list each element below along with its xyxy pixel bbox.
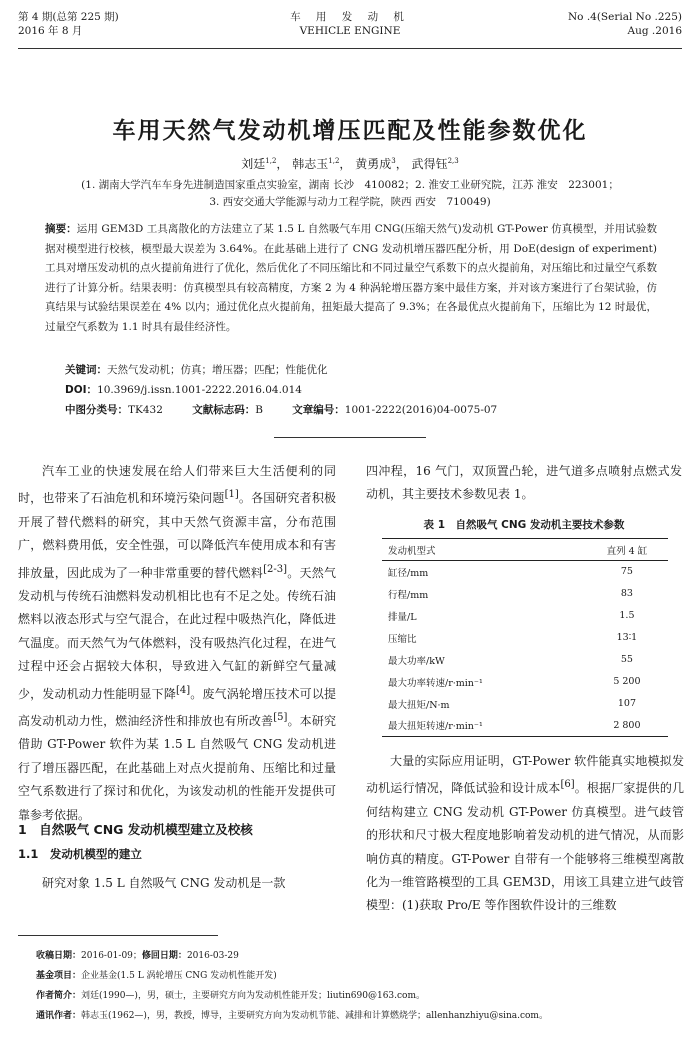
table-cell: 75 (620, 566, 633, 578)
table-cell: 2 800 (613, 719, 641, 731)
keywords (65, 362, 328, 377)
table-header-row (382, 539, 668, 561)
affiliation-line-2: 3. 西安交通大学能源与动力工程学院，陕西 西安 710049) (209, 196, 491, 208)
doi (65, 382, 302, 397)
corresponding-label: 通讯作者： (36, 1011, 82, 1021)
revised-date: 2016-03-29 (186, 951, 239, 961)
right-column-top (366, 460, 682, 507)
received-date: 2016-01-09； (81, 951, 142, 961)
keywords-label: 关键词： (65, 364, 107, 376)
method-column (18, 872, 336, 895)
table-cell: 最大功率转速/r·min⁻¹ (388, 677, 483, 689)
author-bio-label: 作者简介： (36, 991, 82, 1001)
author-name: 刘廷 (241, 157, 266, 171)
doc-code-value: B (255, 404, 263, 416)
table-cell: 13∶1 (616, 632, 638, 643)
corresponding-text: 韩志玉(1962—)，男，教授，博导，主要研究方向为发动机节能、减排和计算燃烧学；allenhanzhiyu@sina.com。 (81, 1011, 548, 1021)
body-paragraph: 四冲程，16 气门，双顶置凸轮，进气道多点喷射点燃式发动机，其主要技术参数见表 1。 (366, 464, 682, 502)
keywords-text: 天然气发动机；仿真；增压器；匹配；性能优化 (107, 364, 328, 376)
table-row (382, 649, 668, 671)
citation-ref: [4] (175, 684, 191, 696)
doc-code-label: 文献标志码： (192, 404, 256, 416)
author-affiliation-mark: 3 (391, 157, 396, 165)
section-heading-1-1: 1.1 发动机模型的建立 (18, 847, 142, 861)
citation-ref: [2-3] (263, 563, 287, 575)
table-cell: 行程/mm (388, 589, 429, 601)
author-list: 刘廷$^{1,2}$， 韩志玉$^{1,2}$， 黄勇成$^3$， 武得钰$^{2,3}$ (241, 157, 459, 171)
footnote-author (36, 988, 425, 1001)
footnote-divider (18, 935, 218, 936)
fund-label: 基金项目： (36, 971, 82, 981)
citation-ref: [6] (560, 779, 575, 791)
clc-label: 中图分类号： (65, 404, 128, 416)
body-paragraph: 大量的实际应用证明，GT-Power 软件能真实地模拟发动机运行情况，降低试验和设计成本[6]。根据厂家提供的几何结构建立 CNG 发动机 GT-Power 仿真模型。进气歧管的形状和尺寸极大程度地影响着发动机的进气情况，从而影响仿真的精度。GT-Power 自带有一个能够将三维模型离散化为一维管路模型的工具 GEM3D，用该工具建立进气歧管模型：(1)获取 Pro/E 等作图软件设计的三维数 (366, 754, 684, 913)
body-paragraph: 研究对象 1.5 L 自然吸气 CNG 发动机是一款 (42, 876, 286, 890)
author-bio-text: 刘廷(1990—)，男，硕士，主要研究方向为发动机性能开发；liutin690@163.com。 (81, 991, 425, 1001)
author-affiliation-mark: 1,2 (328, 157, 340, 165)
doi-label: DOI： (65, 384, 98, 396)
received-label: 收稿日期： (36, 951, 82, 961)
table-cell: 最大功率/kW (388, 655, 445, 667)
table-row (382, 583, 668, 605)
article-number-value: 1001-2222(2016)04-0075-07 (344, 404, 498, 416)
section-heading-1: 1 自然吸气 CNG 发动机模型建立及校核 (18, 822, 253, 837)
doi-value: 10.3969/j.issn.1001-2222.2016.04.014 (97, 384, 302, 396)
issue-number: 第 4 期(总第 225 期) (18, 11, 119, 23)
abstract (45, 220, 657, 337)
footnote-dates (36, 948, 239, 961)
affiliation-line-1: (1. 湖南大学汽车车身先进制造国家重点实验室，湖南 长沙 410082；2. 淮安工业研究院，江苏 淮安 223001； (81, 179, 619, 191)
table-row (382, 693, 668, 715)
citation-ref: [5] (273, 712, 288, 724)
header-divider (18, 48, 682, 49)
table-cell: 107 (617, 698, 636, 709)
table-row (382, 671, 668, 693)
paper-title: 车用天然气发动机增压匹配及性能参数优化 (112, 118, 588, 144)
classification-info (65, 402, 497, 417)
table-cell: 5 200 (613, 676, 641, 687)
journal-name-en: VEHICLE ENGINE (299, 25, 401, 37)
abstract-text: 运用 GEM3D 工具离散化的方法建立了某 1.5 L 自然吸气车用 CNG(压缩天然气)发动机 GT-Power 仿真模型，并用试验数据对模型进行校核，模型最大误差为 3.64%。在此基础上进行了 CNG 发动机增压器匹配分析，用 DoE(design of experiment)工具对增压发动机的点火提前角进行了优化，然后优化了不同压缩比和不同过量空气系数下的点火提前角，对压缩比和过量空气系数进行了计算分析。结果表明：仿真模型具有较高精度，方案 2 为 4 种涡轮增压器方案中最佳方案，并对该方案进行了台架试验，仿真结果与试验结果误差在 4% 以内；通过优化点火提前角，扭矩最大提高了 9.3%；在各最优点火提前角下，压缩比为 12 时最优，过量空气系数为 1.1 时具有最佳经济性。 (45, 223, 658, 333)
article-number-label: 文章编号： (292, 404, 345, 416)
table-cell: 55 (620, 654, 633, 665)
issue-date-en: Aug .2016 (627, 25, 682, 37)
issue-info-en (568, 10, 682, 38)
table-row (382, 605, 668, 627)
author-name: 黄勇成 (355, 157, 392, 171)
revised-label: 修回日期： (141, 951, 187, 961)
citation-ref: [1] (224, 489, 239, 501)
issue-number-en: No .4(Serial No .225) (567, 11, 682, 23)
intro-column (18, 460, 336, 827)
table-cell: 缸径/mm (388, 567, 429, 579)
table-cell: 排量/L (388, 611, 417, 623)
table-row (382, 627, 668, 649)
table-caption: 表 1 自然吸气 CNG 发动机主要技术参数 (423, 519, 625, 531)
table-row (382, 561, 668, 583)
table-header-cell: 直列 4 缸 (586, 539, 668, 561)
issue-date: 2016 年 8 月 (18, 25, 83, 37)
author-affiliation-mark: 1,2 (265, 157, 277, 165)
footnote-corresponding (36, 1008, 548, 1021)
footnote-fund (36, 968, 277, 981)
author-name: 韩志玉 (292, 157, 329, 171)
table-row (382, 715, 668, 737)
table-cell: 1.5 (619, 610, 635, 621)
table-cell: 压缩比 (388, 633, 417, 645)
table-cell: 最大扭矩转速/r·min⁻¹ (388, 721, 483, 733)
engine-spec-table (382, 538, 668, 737)
journal-name-cn: 车 用 发 动 机 (290, 11, 410, 23)
table-cell: 最大扭矩/N·m (388, 699, 450, 711)
fund-text: 企业基金(1.5 L 涡轮增压 CNG 发动机性能开发) (81, 971, 277, 981)
author-affiliation-mark: 2,3 (447, 157, 459, 165)
page-header (18, 10, 682, 50)
intro-paragraph: 汽车工业的快速发展在给人们带来巨大生活便利的同时，也带来了石油危机和环境污染问题[1]。各国研究者积极开展了替代燃料的研究，其中天然气资源丰富，分布范围广，燃料费用低，安全性强，可以降低汽车使用成本和有害排放量，因此成为了一种非常重要的替代燃料[2-3]。天然气发动机与传统石油燃料发动机相比也有不足之处。传统石油燃料以液态形式与空气混合，在此过程中吸热汽化，降低进气温度。而天然气为气体燃料，没有吸热汽化过程，在进气过程中还会占据较大体积，导致进入气缸的新鲜空气量减少，发动机动力性能明显下降[4]。废气涡轮增压技术可以提高发动机动力性，燃油经济性和排放也有所改善[5]。本研究借助 GT-Power 软件为某 1.5 L 自然吸气 CNG 发动机进行了增压器匹配，在此基础上对点火提前角、压缩比和过量空气系数进行了探讨和优化，为该发动机的性能开发提供可靠参考依据。 (18, 464, 336, 822)
abstract-divider (274, 437, 426, 438)
right-column-bottom (366, 750, 684, 918)
table-cell: 83 (620, 588, 633, 599)
author-name: 武得钰 (411, 157, 448, 171)
table-header-cell: 发动机型式 (382, 539, 586, 561)
abstract-label: 摘要： (45, 223, 77, 235)
clc-value: TK432 (128, 404, 163, 416)
